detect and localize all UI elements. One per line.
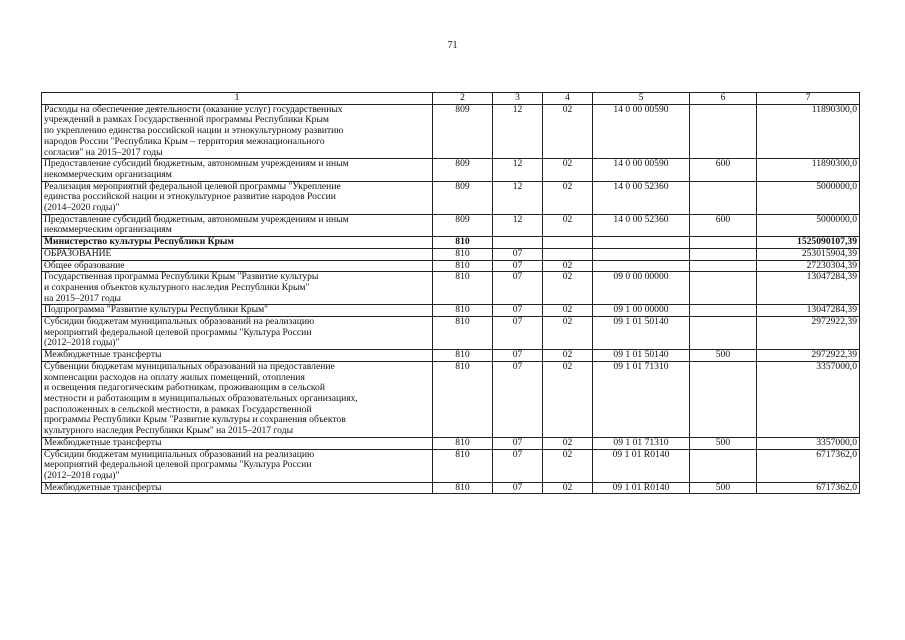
- cell-section: 12: [493, 159, 543, 181]
- table-row: [42, 237, 860, 249]
- cell-ved: 810: [433, 260, 493, 272]
- cell-ved: 810: [433, 449, 493, 482]
- cell-name: Расходы на обеспечение деятельности (оказание услуг) государственных учреждений в рамках Государственной программы Республики Крым по укреплению единства российской нации и этнокультурному развитию народов России "Республика Крым – территория межнационального согласия" на 2015–2017 годы: [42, 104, 433, 159]
- cell-amount: 6717362,0: [757, 449, 860, 482]
- cell-target-article: 14 0 00 52360: [593, 181, 690, 214]
- cell-name: Межбюджетные трансферты: [42, 350, 433, 362]
- table-row: [42, 482, 860, 494]
- cell-section: 12: [493, 104, 543, 159]
- page-number: 71: [447, 40, 458, 51]
- cell-target-article: [593, 248, 690, 260]
- table-body: [42, 104, 860, 494]
- table-row: [42, 272, 860, 305]
- cell-ved: 810: [433, 272, 493, 305]
- cell-target-article: 09 1 01 R0140: [593, 482, 690, 494]
- cell-subsection: 02: [543, 214, 593, 236]
- cell-ved: 810: [433, 482, 493, 494]
- cell-section: 12: [493, 181, 543, 214]
- cell-target-article: 14 0 00 00590: [593, 159, 690, 181]
- cell-name: Субвенции бюджетам муниципальных образований на предоставление компенсации расходов на оплату жилых помещений, отопления и освещения педагогическим работникам, проживающим в сельской местности и работающим в муниципальных образовательных организациях, расположенных в сельской местности, в рамках Государственной программы Республики Крым "Развитие культуры и сохранения объектов культурного наследия Республики Крым" на 2015–2017 годы: [42, 361, 433, 437]
- cell-subsection: [543, 248, 593, 260]
- cell-section: 07: [493, 437, 543, 449]
- cell-expense-type: [690, 181, 757, 214]
- table-row: [42, 361, 860, 437]
- cell-expense-type: [690, 237, 757, 249]
- header-col-expense-type: 6: [690, 93, 757, 105]
- table-row: [42, 350, 860, 362]
- cell-target-article: [593, 260, 690, 272]
- cell-name: Субсидии бюджетам муниципальных образований на реализацию мероприятий федеральной целевой программы "Культура России (2012–2018 годы)": [42, 449, 433, 482]
- cell-amount: 13047284,39: [757, 272, 860, 305]
- cell-subsection: 02: [543, 272, 593, 305]
- budget-table: [41, 92, 860, 494]
- cell-name: Межбюджетные трансферты: [42, 437, 433, 449]
- table-row: [42, 437, 860, 449]
- cell-amount: 11890300,0: [757, 104, 860, 159]
- table-header: [42, 93, 860, 105]
- cell-amount: 27230304,39: [757, 260, 860, 272]
- cell-expense-type: 500: [690, 482, 757, 494]
- cell-subsection: 02: [543, 350, 593, 362]
- cell-ved: 809: [433, 181, 493, 214]
- cell-amount: 2972922,39: [757, 317, 860, 350]
- cell-expense-type: [690, 305, 757, 317]
- cell-ved: 810: [433, 361, 493, 437]
- header-col-subsection: 4: [543, 93, 593, 105]
- cell-expense-type: [690, 260, 757, 272]
- cell-ved: 809: [433, 159, 493, 181]
- cell-amount: 5000000,0: [757, 214, 860, 236]
- cell-section: 07: [493, 361, 543, 437]
- cell-section: 07: [493, 305, 543, 317]
- cell-section: 07: [493, 449, 543, 482]
- cell-expense-type: 600: [690, 214, 757, 236]
- cell-subsection: 02: [543, 449, 593, 482]
- header-col-target-article: 5: [593, 93, 690, 105]
- cell-ved: 810: [433, 305, 493, 317]
- table-row: [42, 104, 860, 159]
- cell-expense-type: [690, 272, 757, 305]
- cell-name: Предоставление субсидий бюджетным, автономным учреждениям и иным некоммерческим организациям: [42, 214, 433, 236]
- cell-amount: 1525090107,39: [757, 237, 860, 249]
- cell-ved: 809: [433, 104, 493, 159]
- cell-amount: 5000000,0: [757, 181, 860, 214]
- cell-subsection: 02: [543, 317, 593, 350]
- cell-expense-type: 500: [690, 437, 757, 449]
- cell-section: 07: [493, 317, 543, 350]
- table-row: [42, 317, 860, 350]
- cell-expense-type: 600: [690, 159, 757, 181]
- cell-target-article: 14 0 00 00590: [593, 104, 690, 159]
- cell-subsection: 02: [543, 181, 593, 214]
- cell-subsection: 02: [543, 159, 593, 181]
- header-row: [42, 93, 860, 105]
- cell-section: 07: [493, 350, 543, 362]
- cell-name: Государственная программа Республики Крым "Развитие культуры и сохранения объектов культурного наследия Республики Крым" на 2015–2017 годы: [42, 272, 433, 305]
- cell-target-article: 09 1 01 71310: [593, 437, 690, 449]
- header-col-section: 3: [493, 93, 543, 105]
- table-row: [42, 159, 860, 181]
- cell-subsection: 02: [543, 361, 593, 437]
- table-row: [42, 260, 860, 272]
- cell-target-article: 14 0 00 52360: [593, 214, 690, 236]
- cell-amount: 3357000,0: [757, 361, 860, 437]
- table-row: [42, 214, 860, 236]
- cell-target-article: 09 1 00 00000: [593, 305, 690, 317]
- header-col-amount: 7: [757, 93, 860, 105]
- cell-subsection: 02: [543, 437, 593, 449]
- cell-section: [493, 237, 543, 249]
- table-row: [42, 248, 860, 260]
- cell-target-article: [593, 237, 690, 249]
- cell-name: Субсидии бюджетам муниципальных образований на реализацию мероприятий федеральной целевой программы "Культура России (2012–2018 годы)": [42, 317, 433, 350]
- cell-subsection: 02: [543, 104, 593, 159]
- cell-section: 07: [493, 248, 543, 260]
- cell-name: Реализация мероприятий федеральной целевой программы "Укрепление единства российской нации и этнокультурное развитие народов России (2014–2020 годы)": [42, 181, 433, 214]
- cell-target-article: 09 1 01 71310: [593, 361, 690, 437]
- cell-expense-type: [690, 449, 757, 482]
- cell-name: Подпрограмма "Развитие культуры Республики Крым": [42, 305, 433, 317]
- header-col-ved: 2: [433, 93, 493, 105]
- cell-target-article: 09 1 01 50140: [593, 317, 690, 350]
- cell-expense-type: [690, 317, 757, 350]
- cell-name: Министерство культуры Республики Крым: [42, 237, 433, 249]
- cell-ved: 810: [433, 237, 493, 249]
- cell-ved: 810: [433, 350, 493, 362]
- cell-expense-type: [690, 104, 757, 159]
- cell-name: ОБРАЗОВАНИЕ: [42, 248, 433, 260]
- cell-ved: 810: [433, 248, 493, 260]
- cell-amount: 3357000,0: [757, 437, 860, 449]
- cell-expense-type: 500: [690, 350, 757, 362]
- cell-ved: 809: [433, 214, 493, 236]
- cell-section: 07: [493, 260, 543, 272]
- cell-section: 07: [493, 272, 543, 305]
- cell-amount: 253015904,39: [757, 248, 860, 260]
- cell-target-article: 09 1 01 50140: [593, 350, 690, 362]
- cell-name: Общее образование: [42, 260, 433, 272]
- cell-expense-type: [690, 361, 757, 437]
- cell-subsection: [543, 237, 593, 249]
- cell-name: Предоставление субсидий бюджетным, автономным учреждениям и иным некоммерческим организациям: [42, 159, 433, 181]
- cell-amount: 6717362,0: [757, 482, 860, 494]
- cell-amount: 2972922,39: [757, 350, 860, 362]
- cell-name: Межбюджетные трансферты: [42, 482, 433, 494]
- table-row: [42, 181, 860, 214]
- table-row: [42, 305, 860, 317]
- cell-expense-type: [690, 248, 757, 260]
- cell-target-article: 09 0 00 00000: [593, 272, 690, 305]
- cell-section: 07: [493, 482, 543, 494]
- cell-subsection: 02: [543, 305, 593, 317]
- cell-subsection: 02: [543, 482, 593, 494]
- cell-amount: 13047284,39: [757, 305, 860, 317]
- cell-ved: 810: [433, 437, 493, 449]
- cell-section: 12: [493, 214, 543, 236]
- table-row: [42, 449, 860, 482]
- cell-subsection: 02: [543, 260, 593, 272]
- cell-ved: 810: [433, 317, 493, 350]
- cell-amount: 11890300,0: [757, 159, 860, 181]
- header-col-name: 1: [42, 93, 433, 105]
- cell-target-article: 09 1 01 R0140: [593, 449, 690, 482]
